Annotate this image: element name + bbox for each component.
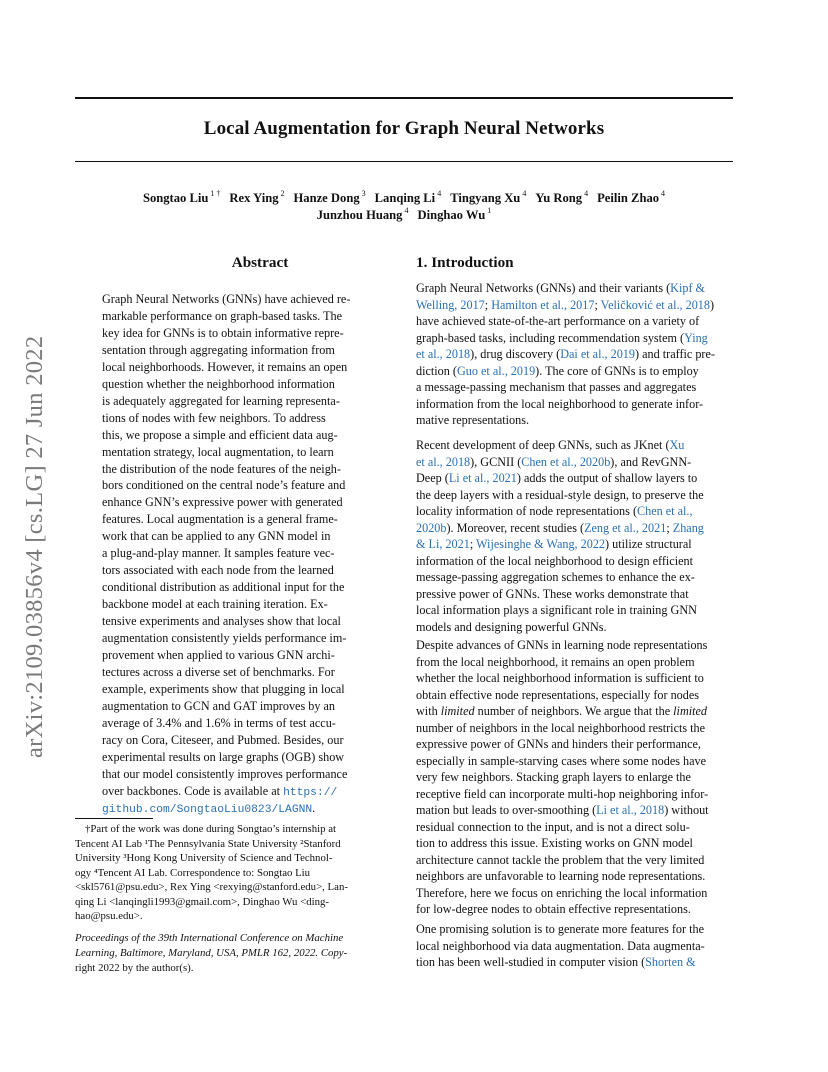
abstract-line: provement when applied to various GNN archi-	[102, 647, 335, 662]
author-affiliation-mark: 4	[661, 189, 666, 198]
citation-link[interactable]: Kipf &	[670, 281, 706, 295]
author-name: Tingyang Xu $^4$	[450, 189, 527, 205]
introduction-line	[416, 619, 734, 636]
introduction-line	[416, 520, 734, 537]
body-text: residual connection to the input, and is not a direct solu-	[416, 819, 690, 834]
abstract-line: augmentation consistently yields performance im-	[102, 631, 347, 645]
body-text: Despite advances of GNNs in learning node representations	[416, 638, 708, 652]
abstract-line	[102, 800, 365, 819]
introduction-line	[416, 602, 734, 619]
abstract-line: is adequately aggregated for learning representa-	[102, 393, 340, 408]
body-text: obtain effective node representations, especially for nodes	[416, 687, 700, 702]
abstract-line: tions of nodes with few neighbors. To address	[102, 410, 326, 425]
abstract-line: key idea for GNNs is to obtain informative repre-	[102, 325, 344, 340]
author-name: Yu Rong $^4$	[535, 189, 589, 205]
body-text: ). Moreover, recent studies (	[446, 520, 585, 535]
abstract-line: enhance GNN’s expressive power with generated	[102, 495, 343, 510]
author-affiliation-mark: 3	[361, 189, 366, 198]
footnote-line: Tencent AI Lab ¹The Pennsylvania State University ²Stanford	[75, 837, 341, 850]
introduction-line	[416, 703, 734, 720]
introduction-line	[416, 297, 734, 314]
body-text: information from the local neighborhood to generate infor-	[416, 396, 704, 411]
body-text: ) without	[664, 803, 709, 817]
introduction-line	[416, 412, 734, 429]
citation-link[interactable]: et al., 2018	[416, 347, 471, 361]
abstract-line: that our model consistently improves performance	[102, 766, 348, 781]
body-text: ) and traffic pre-	[635, 347, 715, 361]
abstract-heading: Abstract	[231, 254, 289, 271]
body-text: ;	[484, 297, 492, 312]
author-name: Junzhou Huang $^4$	[316, 206, 409, 222]
citation-link[interactable]: Ying	[684, 330, 708, 345]
introduction-line	[416, 819, 734, 836]
abstract-line: mentation strategy, local augmentation, to learn	[102, 444, 334, 459]
body-text: )	[710, 297, 715, 312]
body-text: for low-degree nodes to obtain effective representations.	[416, 902, 691, 916]
citation-link[interactable]: Welling, 2017	[416, 297, 485, 312]
abstract-line: tors associated with each node from the learned	[102, 563, 334, 578]
emphasis-text: limited	[440, 704, 475, 718]
abstract-line: augmentation to GCN and GAT improves by an	[102, 698, 335, 713]
author-name: Hanze Dong $^3$	[293, 189, 366, 205]
citation-link[interactable]: Li et al., 2021	[448, 471, 517, 485]
body-text: from the local neighborhood, it remains an open problem	[416, 654, 695, 669]
introduction-line	[416, 852, 734, 869]
citation-link[interactable]: Chen et al., 2020b	[521, 454, 611, 469]
introduction-line	[416, 346, 734, 363]
body-text: ), drug discovery (	[470, 347, 561, 361]
body-text: have achieved state-of-the-art performance on a variety of	[416, 314, 700, 328]
body-text: models and designing powerful GNNs.	[416, 619, 607, 634]
introduction-line	[416, 503, 734, 520]
body-text: Deep (	[416, 471, 449, 485]
abstract-line: the distribution of the node features of the neigh-	[102, 461, 341, 476]
code-link[interactable]: https://	[283, 786, 338, 799]
introduction-line	[416, 569, 734, 586]
introduction-line	[416, 396, 734, 413]
introduction-line	[416, 363, 734, 380]
emphasis-text: limited	[673, 704, 708, 718]
body-text: receptive field can incorporate multi-hop neighboring infor-	[416, 786, 709, 801]
author-affiliation-mark: 1 †	[210, 189, 221, 198]
abstract-line: features. Local augmentation is a general frame-	[102, 512, 338, 527]
abstract-line: tectures across a diverse set of benchmarks. For	[102, 664, 335, 679]
citation-link[interactable]: Shorten &	[645, 955, 696, 969]
introduction-line	[416, 654, 734, 671]
body-text: number of neighbors in the local neighborhood restricts the	[416, 720, 706, 735]
body-text: ), GCNII (	[470, 454, 522, 469]
code-link[interactable]: github.com/SongtaoLiu0823/LAGNN	[102, 803, 313, 816]
footnote-line: University ³Hong Kong University of Science and Technol-	[75, 852, 333, 864]
abstract-line: example, experiments show that plugging in local	[102, 681, 345, 696]
abstract-text: over backbones. Code is available at	[102, 783, 284, 798]
abstract-line: experimental results on large graphs (OGB) show	[102, 749, 345, 764]
proceedings-line: Proceedings of the 39th International Conference on Machine	[75, 932, 344, 944]
author-name: Lanqing Li $^4$	[374, 189, 442, 205]
abstract-line: conditional distribution as additional input for the	[102, 580, 345, 595]
body-text: the deep layers with a residual-style design, to preserve the	[416, 487, 704, 502]
citation-link[interactable]: Hamilton et al., 2017	[491, 297, 595, 312]
author-name: Dinghao Wu $^1$	[417, 206, 492, 222]
introduction-line	[416, 454, 734, 471]
introduction-line	[416, 938, 734, 955]
proceedings-line: right 2022 by the author(s).	[75, 961, 194, 974]
body-text: ;	[594, 297, 601, 312]
abstract-line: tensive experiments and analyses show that local	[102, 614, 341, 629]
body-text: whether the local neighborhood information is sufficient to	[416, 671, 704, 685]
title-rule-top	[75, 97, 733, 99]
body-text: graph-based tasks, including recommendation system (	[416, 330, 685, 345]
body-text: ). The core of GNNs is to employ	[535, 363, 699, 378]
citation-link[interactable]: Xu	[669, 438, 685, 452]
body-text: expressive power of GNNs and hinders their performance,	[416, 737, 701, 751]
body-text: with	[416, 704, 441, 718]
author-list-line-2	[75, 208, 733, 223]
introduction-line	[416, 753, 734, 770]
introduction-line	[416, 437, 734, 454]
body-text: message-passing aggregation schemes to enhance the ex-	[416, 570, 695, 584]
abstract-line: backbone model at each training iteration. Ex-	[102, 597, 328, 612]
abstract-line: question whether the neighborhood information	[102, 376, 335, 391]
introduction-line	[416, 835, 734, 852]
citation-link[interactable]: 2020b	[416, 520, 447, 535]
introduction-line	[416, 536, 734, 553]
abstract-line: Graph Neural Networks (GNNs) have achieved re-	[102, 292, 351, 306]
body-text: information of the local neighborhood to design efficient	[416, 553, 693, 568]
body-text: Recent development of deep GNNs, such as JKnet (	[416, 438, 670, 452]
body-text: especially in sample-starving cases where some nodes have	[416, 753, 707, 768]
body-text: Therefore, here we focus on enriching the local information	[416, 885, 708, 900]
citation-link[interactable]: Dai et al., 2019	[560, 347, 635, 361]
body-text: architecture cannot tackle the problem that the very limited	[416, 852, 705, 867]
introduction-line	[416, 280, 734, 297]
body-text: One promising solution is to generate more features for the	[416, 922, 705, 936]
abstract-line: a plug-and-play manner. It samples feature vec-	[102, 546, 335, 561]
author-affiliation-mark: 4	[404, 206, 409, 215]
author-affiliation-mark: 1	[487, 206, 492, 215]
body-text: mative representations.	[416, 413, 530, 427]
introduction-line	[416, 553, 734, 570]
abstract-line: racy on Cora, Citeseer, and Pubmed. Besides, our	[102, 732, 344, 747]
body-text: local neighborhood via data augmentation. Data augmenta-	[416, 938, 705, 953]
body-text: tion to address this issue. Existing works on GNN model	[416, 836, 693, 850]
citation-link[interactable]: Veličković et al., 2018	[600, 297, 710, 312]
proceedings-line: Learning, Baltimore, Maryland, USA, PMLR 162, 2022. Copy-	[75, 946, 348, 959]
citation-link[interactable]: Chen et al.,	[637, 504, 693, 518]
author-affiliation-mark: 4	[584, 189, 589, 198]
abstract-line: local neighborhoods. However, it remains an open	[102, 359, 348, 374]
introduction-line	[416, 921, 734, 938]
abstract-line: this, we propose a simple and efficient data aug-	[102, 427, 338, 442]
title-rule-bottom	[75, 161, 733, 162]
abstract-line: markable performance on graph-based tasks. The	[102, 308, 343, 323]
introduction-line	[416, 487, 734, 504]
body-text: ) utilize structural	[605, 537, 692, 551]
body-text: ) adds the output of shallow layers to	[516, 471, 698, 485]
citation-link[interactable]: Zhang	[672, 520, 704, 535]
author-affiliation-mark: 4	[522, 189, 527, 198]
citation-link[interactable]: Guo et al., 2019	[456, 363, 536, 378]
introduction-line	[416, 330, 734, 347]
introduction-line	[416, 470, 734, 487]
introduction-line	[416, 885, 734, 902]
body-text: pressive power of GNNs. These works demonstrate that	[416, 586, 689, 601]
introduction-line	[416, 954, 734, 971]
body-text: diction (	[416, 363, 457, 378]
footnote-line: †Part of the work was done during Songtao’s internship at	[85, 823, 336, 835]
paper-title: Local Augmentation for Graph Neural Networks	[203, 118, 605, 139]
abstract-line: average of 3.4% and 1.6% in terms of test accu-	[102, 715, 336, 730]
citation-link[interactable]: & Li, 2021	[416, 537, 470, 551]
body-text: number of neighbors. We argue that the	[474, 704, 674, 718]
body-text: a message-passing mechanism that passes and aggregates	[416, 380, 697, 394]
introduction-line	[416, 802, 734, 819]
introduction-line	[416, 687, 734, 704]
abstract-line: work that can be applied to any GNN model in	[102, 529, 331, 544]
citation-link[interactable]: Wijesinghe & Wang, 2022	[476, 537, 606, 551]
body-text: locality information of node representations (	[416, 504, 637, 518]
introduction-line	[416, 586, 734, 603]
body-text: mation but leads to over-smoothing (	[416, 803, 597, 817]
body-text: tion has been well-studied in computer vision (	[416, 955, 646, 969]
author-list-line-1	[75, 191, 733, 206]
body-text: very few neighbors. Stacking graph layers to enlarge the	[416, 770, 691, 784]
introduction-line	[416, 720, 734, 737]
author-name: Rex Ying $^2$	[229, 189, 285, 205]
author-name: Peilin Zhao $^4$	[597, 189, 666, 205]
body-text: ), and RevGNN-	[610, 454, 692, 469]
body-text: Graph Neural Networks (GNNs) and their variants (	[416, 281, 671, 295]
introduction-line	[416, 901, 734, 918]
citation-link[interactable]: Li et al., 2018	[596, 803, 665, 817]
introduction-line	[416, 736, 734, 753]
introduction-line	[416, 379, 734, 396]
footnote-line: hao@psu.edu>.	[75, 910, 143, 922]
introduction-line	[416, 868, 734, 885]
abstract-line: bors conditioned on the central node’s feature and	[102, 478, 346, 493]
author-affiliation-mark: 2	[280, 189, 285, 198]
introduction-line	[416, 670, 734, 687]
author-name: Songtao Liu $^{1 \dagger}$	[142, 189, 221, 205]
body-text: local information plays a significant role in training GNN	[416, 603, 697, 617]
footnote-line: qing Li <lanqingli1993@gmail.com>, Dinghao Wu <ding-	[75, 895, 329, 908]
body-text: neighbors are unfavorable to learning node representations.	[416, 869, 706, 883]
introduction-line	[416, 313, 734, 330]
footnote-rule	[75, 818, 153, 819]
footnote-line: <skl5761@psu.edu>, Rex Ying <rexying@stanford.edu>, Lan-	[75, 881, 348, 893]
citation-link[interactable]: Zeng et al., 2021	[584, 520, 667, 535]
body-text: ;	[469, 537, 477, 551]
arxiv-identifier-stamp: arXiv:2109.03856v4 [cs.LG] 27 Jun 2022	[21, 335, 48, 758]
citation-link[interactable]: et al., 2018	[416, 454, 471, 469]
author-affiliation-mark: 4	[437, 189, 442, 198]
introduction-heading: 1. Introduction	[416, 254, 514, 271]
body-text: ;	[666, 520, 673, 535]
abstract-text: .	[312, 800, 316, 815]
footnote-line: ogy ⁴Tencent AI Lab. Correspondence to: Songtao Liu	[75, 866, 311, 879]
abstract-line: sentation through aggregating information from	[102, 342, 335, 357]
introduction-line	[416, 786, 734, 803]
introduction-line	[416, 637, 734, 654]
introduction-line	[416, 769, 734, 786]
